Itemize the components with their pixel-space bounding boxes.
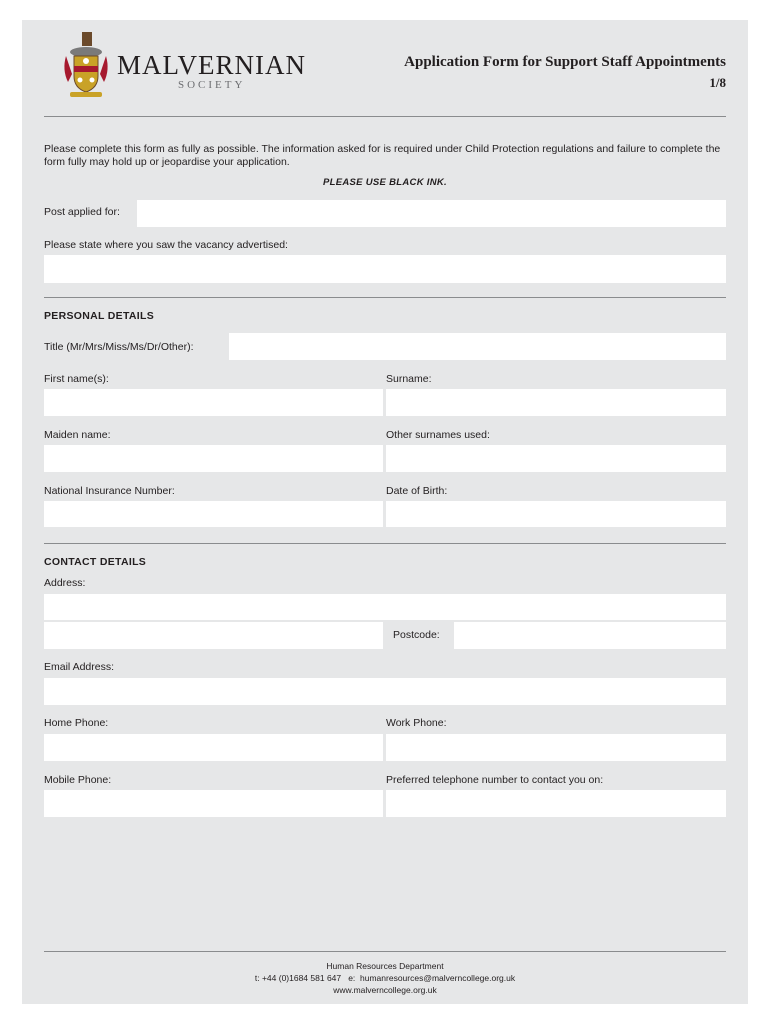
form-title: Application Form for Support Staff Appointments [404,54,726,70]
maiden-name-label: Maiden name: [44,429,111,441]
email-input[interactable] [44,678,726,705]
preferred-phone-label: Preferred telephone number to contact you on: [386,774,604,786]
vacancy-source-label: Please state where you saw the vacancy advertised: [44,239,288,251]
footer-website: www.malverncollege.org.uk [333,985,437,995]
date-of-birth-input[interactable] [386,501,726,527]
postcode-label: Postcode: [393,629,440,641]
other-surnames-label: Other surnames used: [386,429,490,441]
page-number: 1/8 [709,75,726,90]
header-divider [44,116,726,117]
title-label: Title (Mr/Mrs/Miss/Ms/Dr/Other): [44,341,194,353]
postcode-input[interactable] [454,622,726,649]
contact-details-heading: CONTACT DETAILS [44,556,147,568]
contact-divider [44,543,726,544]
personal-details-heading: PERSONAL DETAILS [44,310,155,322]
maiden-name-input[interactable] [44,445,383,472]
first-name-label: First name(s): [44,373,109,385]
first-name-input[interactable] [44,389,383,416]
date-of-birth-label: Date of Birth: [386,485,448,497]
intro-text: Please complete this form as fully as possible. The information asked for is required under Child Protection regulations and failure to complete the form fully may hold up or jeopardise your application. [44,143,721,168]
mobile-phone-label: Mobile Phone: [44,774,112,786]
address-line-2-input[interactable] [44,622,383,649]
address-line-1-input[interactable] [44,594,726,620]
home-phone-input[interactable] [44,734,383,761]
work-phone-input[interactable] [386,734,726,761]
personal-divider [44,297,726,298]
footer-divider [44,951,726,952]
other-surnames-input[interactable] [386,445,726,472]
ni-number-input[interactable] [44,501,383,527]
post-applied-label: Post applied for: [44,206,120,218]
vacancy-source-input[interactable] [44,255,726,283]
footer-contact: t: +44 (0)1684 581 647 e: humanresources@malverncollege.org.uk [254,973,516,983]
surname-label: Surname: [386,373,432,385]
surname-input[interactable] [386,389,726,416]
brand-subtitle: SOCIETY [178,79,246,91]
title-input[interactable] [229,333,726,360]
footer-department: Human Resources Department [326,961,444,971]
ink-note: PLEASE USE BLACK INK. [322,177,447,188]
crest-logo [62,30,110,100]
brand-name: MALVERNIAN [117,50,307,80]
preferred-phone-input[interactable] [386,790,726,817]
work-phone-label: Work Phone: [386,717,447,729]
post-applied-input[interactable] [137,200,726,227]
email-label: Email Address: [44,661,115,673]
address-label: Address: [44,577,86,589]
mobile-phone-input[interactable] [44,790,383,817]
home-phone-label: Home Phone: [44,717,109,729]
ni-number-label: National Insurance Number: [44,485,175,497]
